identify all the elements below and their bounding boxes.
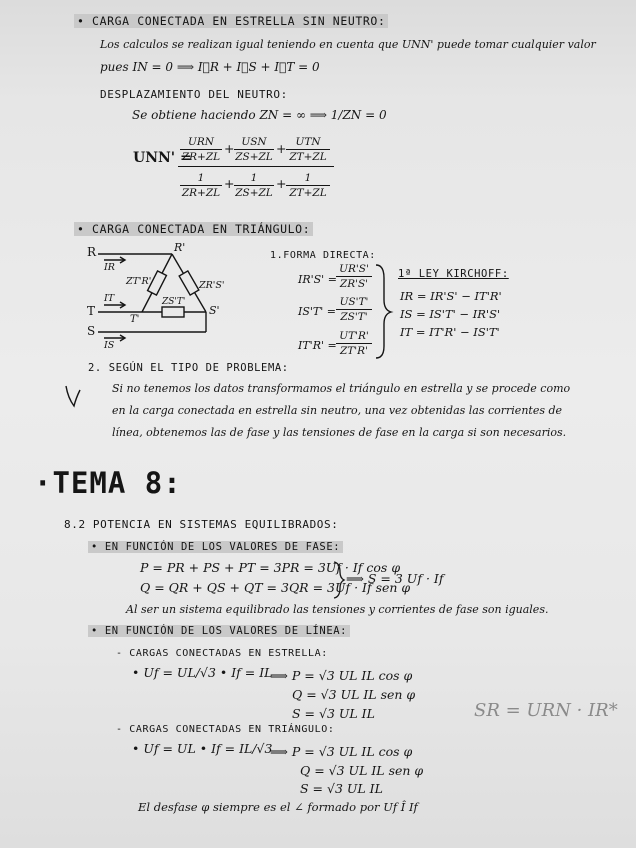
- text-line: Al ser un sistema equilibrado las tensiones y corrientes de fase son iguales.: [126, 603, 549, 616]
- subheading-valores-fase: • EN FUNCIÓN DE LOS VALORES DE FASE:: [88, 541, 343, 553]
- plus-sign: +: [224, 176, 235, 191]
- equation-s: ⟹ S = 3 Uf · If: [346, 571, 444, 586]
- estrella-s: S = √3 UL IL: [292, 706, 375, 721]
- current-label-IR: IR: [104, 262, 115, 273]
- subheading-forma-directa: 1.FORMA DIRECTA:: [270, 250, 376, 261]
- triangulo-conditions: • Uf = UL • If = IL/√3: [132, 741, 273, 756]
- faint-background-formula: SR = URN · IR*: [474, 700, 618, 721]
- fraction: $\frac{1}{ZT+ZL}$: [286, 172, 330, 199]
- kirchoff-equation: IR = IR'S' − IT'R': [400, 289, 502, 303]
- subheading-triangulo: - CARGAS CONECTADAS EN TRIÁNGULO:: [116, 724, 335, 735]
- estrella-q: Q = √3 UL IL sen φ: [292, 687, 416, 702]
- impedance-label-ZRS: ZR'S': [199, 280, 225, 291]
- fraction: USN ZS+ZL: [235, 136, 273, 163]
- triangulo-s: S = √3 UL IL: [300, 781, 383, 796]
- heading-triangulo: • CARGA CONECTADA EN TRIÁNGULO:: [74, 222, 313, 236]
- plus-sign: +: [276, 141, 287, 156]
- fraction: $\frac{UT'R'}{ZT'R'}$: [336, 330, 372, 357]
- subheading-estrella: - CARGAS CONECTADAS EN ESTRELLA:: [116, 648, 328, 659]
- subheading-tipo-problema: 2. SEGÚN EL TIPO DE PROBLEMA:: [88, 362, 289, 374]
- text-line: Se obtiene haciendo ZN = ∞ ⟹ 1/ZN = 0: [132, 108, 387, 122]
- impedance-label-ZST: ZS'T': [162, 297, 186, 307]
- equation-lhs: IT'R' =: [298, 339, 337, 352]
- triangulo-q: Q = √3 UL IL sen φ: [300, 763, 424, 778]
- text-line: en la carga conectada en estrella sin neutro, una vez obtenidas las corrientes de: [112, 404, 563, 417]
- text-line: Si no tenemos los datos transformamos el triángulo en estrella y se procede como: [112, 382, 571, 395]
- node-label-S-prime: S': [209, 304, 220, 317]
- equation-lhs: IS'T' =: [298, 305, 336, 318]
- current-label-IT: IT: [104, 293, 115, 304]
- text-line: Los calculos se realizan igual teniendo en cuenta que UNN' puede tomar cualquier valor: [100, 38, 596, 51]
- subheading-valores-linea: • EN FUNCIÓN DE LOS VALORES DE LÍNEA:: [88, 625, 350, 637]
- triangulo-p: ⟹ P = √3 UL IL cos φ: [270, 744, 413, 759]
- fraction: $\frac{US'T'}{ZS'T'}$: [336, 296, 372, 323]
- equation-lhs: IR'S' =: [298, 273, 337, 286]
- heading-estrella-sin-neutro: • CARGA CONECTADA EN ESTRELLA SIN NEUTRO:: [74, 14, 388, 28]
- heading-potencia: 8.2 POTENCIA EN SISTEMAS EQUILIBRADOS:: [64, 518, 339, 531]
- node-label-T-prime: T': [130, 314, 140, 325]
- text-line: línea, obtenemos las de fase y las tensiones de fase en la carga si son necesarios.: [112, 426, 567, 439]
- node-label-R-prime: R': [174, 241, 186, 254]
- fraction: UTN ZT+ZL: [286, 136, 330, 163]
- fraction: $\frac{1}{ZS+ZL}$: [235, 172, 273, 199]
- node-label-T: T: [87, 304, 96, 318]
- estrella-conditions: • Uf = UL/√3 • If = IL: [132, 665, 273, 680]
- plus-sign: +: [224, 141, 235, 156]
- fraction: $\frac{1}{ZR+ZL}$: [181, 172, 221, 199]
- equation-p: P = PR + PS + PT = 3PR = 3Uf · If cos φ: [140, 560, 401, 575]
- fraction: URN ZR+ZL: [181, 136, 221, 163]
- node-label-R: R: [87, 245, 97, 259]
- fraction: $\frac{UR'S'}{ZR'S'}$: [336, 263, 372, 290]
- subheading-desplazamiento: DESPLAZAMIENTO DEL NEUTRO:: [100, 88, 288, 101]
- estrella-p: ⟹ P = √3 UL IL cos φ: [270, 668, 413, 683]
- kirchoff-equation: IS = IS'T' − IR'S': [400, 307, 501, 321]
- current-label-IS: IS: [104, 340, 115, 351]
- equation-lhs: UNN' =: [133, 150, 192, 166]
- kirchoff-equation: IT = IT'R' − IS'T': [400, 325, 500, 339]
- node-label-S: S: [87, 324, 96, 338]
- impedance-label-ZTR: ZT'R': [126, 276, 152, 287]
- plus-sign: +: [276, 176, 287, 191]
- text-line: El desfase φ siempre es el ∠ formado por Uf Î If: [138, 800, 418, 814]
- equation-q: Q = QR + QS + QT = 3QR = 3Uf · If sen φ: [140, 580, 411, 595]
- text-line: pues IN = 0 ⟹ I⃗R + I⃗S + I⃗T = 0: [100, 60, 320, 74]
- subheading-kirchoff: 1ª LEY KIRCHOFF:: [398, 268, 509, 280]
- tema-title: ·TEMA 8:: [34, 466, 182, 500]
